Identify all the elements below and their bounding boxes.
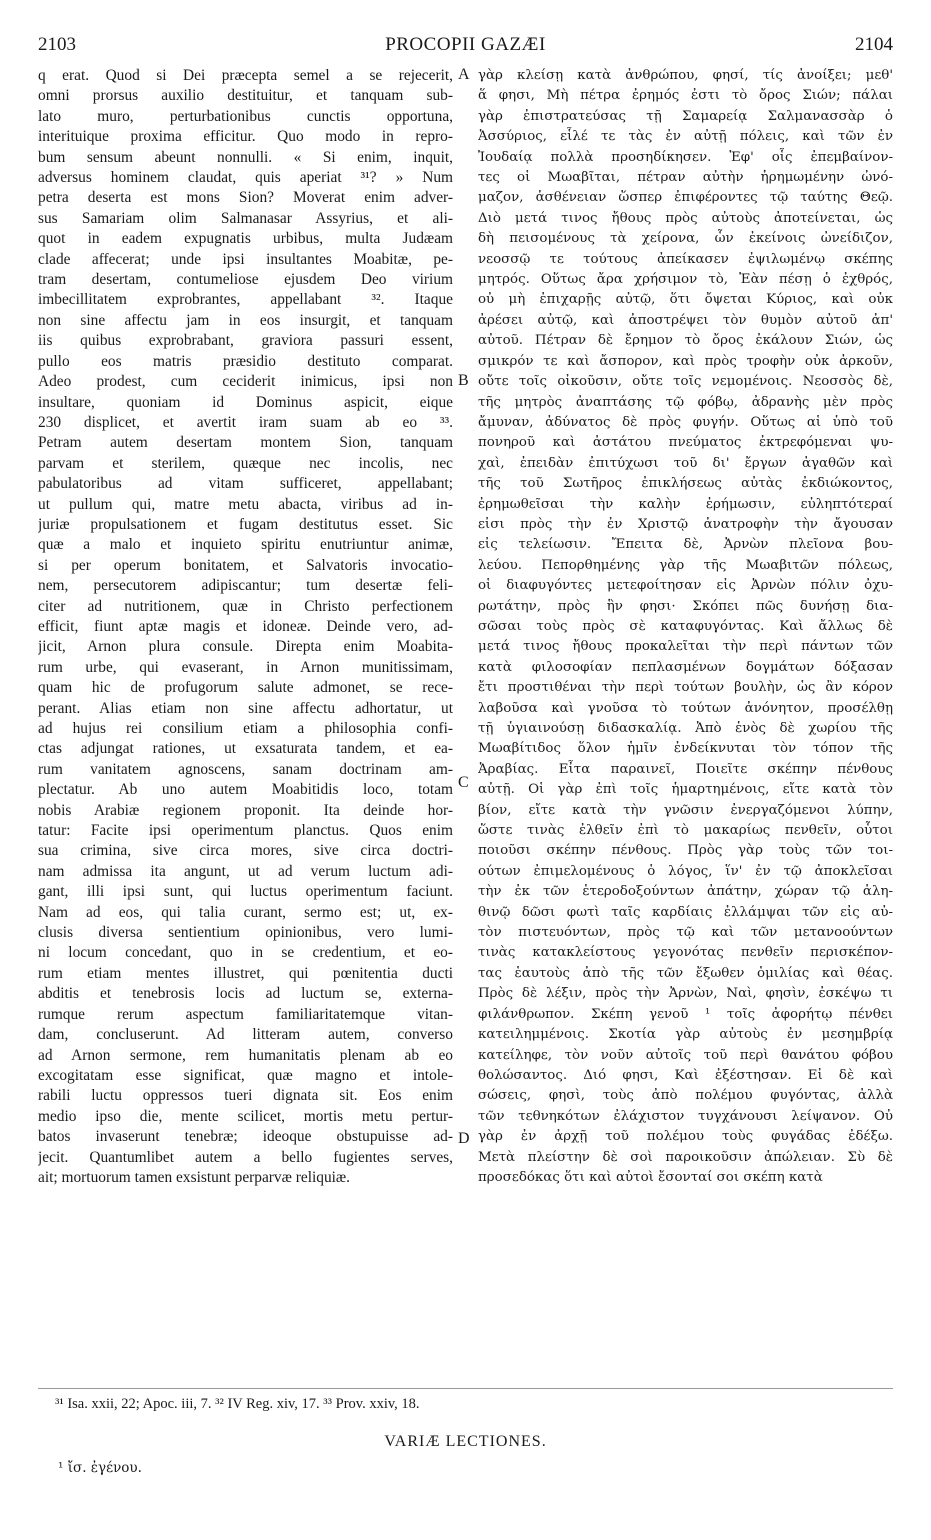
greek-text-line: Πρὸς δὲ λέξιν, πρὸς τὴν Ἀρνὼν, Ναὶ, φησὶν, ἐσκέψω τι [478, 986, 893, 1002]
latin-text-line: tram desertam, contumeliose ejusdem Deo virium [38, 271, 453, 289]
latin-text-line: ut pullum qui, matre metu abacta, viribus ad in- [38, 495, 453, 513]
greek-text-line: κατὰ φιλοσοφίαν πεπλασμένων δογμάτων δόξασαν [478, 659, 893, 675]
latin-text-line: adversus hominem claudat, quis aperiat ³¹? » Num [38, 169, 453, 187]
latin-text-line: rumque rerum aspectum familiaritatemque vitan- [38, 1005, 453, 1023]
greek-text-line: εἰς τελείωσιν. Ἔπειτα δὲ, Ἀρνὼν πλεῖονα βου- [478, 537, 893, 553]
left-page-number: 2103 [38, 34, 76, 55]
running-title: PROCOPII GAZÆI [385, 34, 546, 55]
latin-text-line: ni locum concedant, quo in se credentium, et eo- [38, 944, 453, 962]
latin-text-line: dam, concluserunt. Ad litteram autem, converso [38, 1026, 453, 1044]
greek-text-line: ἅ φησι, Μὴ πέτρα ἐρημός ἐστι τὸ ὄρος Σιών; πάλαι [478, 88, 893, 104]
greek-text-line: κατειλημμένοις. Σκοτία γὰρ αὐτοὺς ἐν μεσημβρίᾳ [478, 1027, 893, 1043]
latin-text-line: rum urbe, qui evaserant, in Arnon munitissimam, [38, 658, 453, 676]
latin-column [38, 66, 453, 1188]
greek-text-line: τες οἱ Μωαβῖται, πέτραν αὐτὴν ἠρημωμένην ὠνό- [478, 170, 893, 186]
greek-text-line: προσεδόκας ὅτι καὶ αὐτοὶ ἔσονταί σοι σκέπη κατὰ [478, 1169, 823, 1185]
greek-text-line: σμικρόν τε καὶ ἄσπορον, καὶ πρὸς τροφὴν οὐκ ἀρκοῦν, [478, 353, 893, 369]
greek-text-line: γὰρ ἐπιστρατεύσας τῇ Σαμαρείᾳ Σαλμανασσὰρ ὁ [478, 108, 893, 124]
greek-column [478, 66, 893, 1188]
greek-text-line: ἀρέσει αὐτῷ, καὶ ἀποστρέψει τὸν θυμὸν αὐτοῦ ἀπ' [478, 312, 893, 328]
latin-text-line: pabulatoribus ad vitam sufficeret, appellabant; [38, 475, 453, 493]
latin-text-line: iis quibus exprobrabant, graviora passuri essent, [38, 332, 453, 350]
latin-text-line: insultare, quoniam id Dominus aspicit, eique [38, 393, 453, 411]
latin-text-line: parvam et sterilem, quæque nec incolis, nec [38, 454, 453, 472]
latin-text-line: ctas adjungat rationes, ut exsaturata tandem, et ea- [38, 740, 453, 758]
greek-text-line: θινῷ δῶσι φωτὶ ταῖς καρδίαις ἐλλάμψαι τῶν εἰς αὐ- [478, 904, 893, 920]
latin-text-line: 230 displicet, et avertit iram suam ab eo ³³. [38, 413, 453, 431]
greek-text-line: τῆς τοῦ Σωτῆρος ἐπικλήσεως αὐτὰς ἐκδιώκοντος, [478, 476, 893, 492]
greek-text-line: γὰρ κλείσῃ κατὰ ἀνθρώπου, φησί, τίς ἀνοίξει; μεθ' [478, 68, 893, 83]
latin-text-line: jicit, Arnon plura consule. Direpta enim Moabita- [38, 638, 453, 656]
footnotes: ³¹ Isa. xxii, 22; Apoc. iii, 7. ³² IV Reg. xiv, 17. ³³ Prov. xxiv, 18. [55, 1396, 420, 1412]
latin-text-line: clusis diversa sentientium opinionibus, vero lumi- [38, 924, 453, 942]
latin-text-line: non sine affectu jam in eos insurgit, et tanquam [38, 311, 453, 329]
greek-text-line: οἱ διαφυγόντες μετεφοίτησαν εἰς Ἀρνὼν πόλιν ὀχυ- [478, 578, 893, 594]
latin-text-line: ad hujus rei consilium etiam a philosophia confi- [38, 720, 453, 737]
latin-text-line: clade affecerat; unde ipsi insultantes Moabitæ, pe- [38, 250, 453, 268]
greek-text-line: ὥστε τινὰς ἐλθεῖν ἐπὶ τὸ μακαρίως πενθεῖν, οὗτοι [478, 823, 893, 839]
page-header [38, 34, 893, 60]
greek-text-line: σώσεις, φησὶ, τοὺς ἀπὸ πολέμου φυγόντας, ἀλλὰ [478, 1088, 893, 1104]
greek-text-line: Μωαβίτιδος ὅλον ἡμῖν ἐνδείκνυται τὸν τόπον τῆς [478, 741, 893, 757]
greek-text-line: ἄμυναν, ἀδύνατος δὲ πρὸς φυγήν. Οὕτως αἱ ὑπὸ τοῦ [478, 414, 893, 430]
greek-text-line: ούτων ἐπιμελομένους ὁ λόγος, ἵν' ἐν τῷ ἀποκλεῖσαι [478, 863, 893, 879]
footnote-divider [38, 1388, 893, 1389]
greek-text-line: τὸν πιστευόντων, πρὸς τῷ καὶ τῶν μετανοούντων [478, 925, 893, 941]
latin-text-line: si per operum bonitatem, et Salvatoris invocatio- [38, 556, 453, 574]
latin-text-line: excogitatam esse significat, quæ magno et intole- [38, 1066, 453, 1084]
latin-text-line: sus Samariam olim Salmanasar Assyrius, et ali- [38, 209, 453, 227]
greek-text-line: οὔτε τοῖς οἰκοῦσιν, οὔτε τοῖς νεμομένοις. Νεοσσὸς δὲ, [478, 374, 893, 390]
latin-text-line: plectatur. Ab uno autem Moabitidis loco, totam [38, 781, 453, 799]
greek-text-line: λεύου. Πεπορθημένης γὰρ τῆς Μωαβιτῶν πόλεως, [478, 557, 893, 573]
variae-lectiones-heading: VARIÆ LECTIONES. [384, 1433, 547, 1450]
greek-text-line: ρωτάτην, πρὸς ἣν φησι· Σκόπει πῶς δυνήσῃ δια- [478, 598, 893, 614]
latin-text-line: citer ad nutritionem, quæ in Christo perfectionem [38, 597, 453, 615]
latin-text-line: jecit. Quantumlibet autem a bello fugientes serves, [38, 1148, 453, 1166]
latin-text-line: imbecillitatem exprobrantes, appellabant ³². Itaque [38, 291, 453, 309]
latin-text-line: abditis et tenebrosis locis ad luctum se, externa- [38, 985, 453, 1003]
latin-text-line: quam hic de profugorum salute admonet, se rece- [38, 679, 453, 697]
latin-text-line: bum sensum abeunt nonnulli. « Si enim, inquit, [38, 148, 453, 166]
greek-text-line: τὴν ἐκ τῶν ἑτεροδοξούντων ἀπάτην, χώραν τῷ ἀλη- [478, 884, 893, 900]
greek-text-line: τῶν τεθνηκότων ἐλάχιστον τυγχάνουσι λείψανον. Οὐ [478, 1108, 893, 1124]
greek-text-line: Ἀσσύριος, εἷλέ τε τὰς ἐν αὐτῇ πόλεις, καὶ τῶν ἐν [478, 129, 893, 145]
latin-text-line: ad Arnon sermone, rem humanitatis plenam ab eo [38, 1046, 453, 1064]
latin-text-line: rabili luctu oppressos tueri dignata sit. Eos enim [38, 1087, 453, 1105]
greek-text-line: μαζον, ἀσθένειαν ὥσπερ ἐπιφέροντες τῷ ταύτης Θεῷ. [478, 190, 893, 206]
greek-text-line: θολώσαντος. Διό φησι, Καὶ ἐξέστησαν. Εἰ δὲ καὶ [478, 1067, 893, 1083]
right-page-number: 2104 [855, 34, 893, 55]
greek-text-line: γὰρ ἐν ἀρχῇ τοῦ πολέμου τοὺς φυγάδας ἐδέξω. [478, 1129, 893, 1145]
greek-text-line: τῆς μητρὸς ἀναπτάσης τῷ φόβῳ, ἀδρανὴς μὲν πρὸς [478, 394, 893, 410]
latin-text-line: omni prorsus auxilio destituitur, et tanquam sub- [38, 87, 453, 105]
latin-text-line: rum vanitatem agnoscens, sanam doctrinam am- [38, 760, 453, 778]
latin-text-line: perant. Alias etiam non sine affectu adhortatur, ut [38, 699, 453, 717]
greek-text-line: μετά τινος ἤθους προκαλεῖται τὴν περὶ πάντων τῶν [478, 639, 893, 655]
margin-marker-a: A [458, 66, 470, 83]
greek-text-line: βίον, εἴτε κατὰ τὴν γνῶσιν ἐνεργαζόμενοι λύπην, [478, 802, 893, 818]
latin-text-line: gant, illi ipsi sunt, qui luctus operimentum faciunt. [38, 883, 453, 901]
latin-text-line: tatur: Facite ipsi operimentum planctus. Quos enim [38, 822, 453, 840]
greek-text-line: πονηροῦ καὶ ἀστάτου πνεύματος ἐκτρεφόμεναι ψυ- [478, 435, 893, 451]
greek-text-line: Διὸ μετά τινος ἤθους πρὸς αὐτοὺς ἀποτείνεται, ὡς [478, 210, 893, 226]
latin-text-line: nobis Arabiæ regionem proponit. Ita deinde hor- [38, 801, 453, 819]
margin-marker-d: D [458, 1130, 470, 1147]
greek-text-line: Ἰουδαίᾳ πολλὰ προσηδίκησεν. Ἐφ' οἷς ἐπεμβαίνον- [478, 149, 893, 165]
latin-text-line: rum etiam mentes illustret, qui pœnitentia ducti [38, 964, 453, 982]
greek-text-line: τας ἑαυτοὺς ἀπὸ τῆς τῶν ἔξωθεν ὁμιλίας καὶ θέας. [478, 965, 893, 981]
margin-marker-c: C [458, 774, 469, 791]
latin-text-line: interituique proxima efficitur. Quo modo in repro- [38, 128, 453, 146]
latin-text-line: q erat. Quod si Dei præcepta semel a se rejecerit, [38, 67, 453, 84]
greek-text-line: Μετὰ πλείστην δὲ σοὶ παροικοῦσιν ἀπώλειαν. Σὺ δὲ [478, 1149, 893, 1165]
greek-text-line: δὴ πεισομένους τὰ χείρονα, ὧν ἐκείνοις ὠνείδιζον, [478, 231, 893, 247]
latin-text-line: Petram autem desertam montem Sion, tanquam [38, 434, 453, 452]
latin-text-line: Nam ad eos, qui talia curant, sermo est; ut, ex- [38, 903, 453, 921]
latin-text-line: Adeo prodest, cum ceciderit inimicus, ipsi non [38, 373, 453, 391]
greek-text-line: ποιοῦσι σκέπην πένθους. Πρὸς γὰρ τοὺς τῶν τοι- [478, 843, 893, 859]
greek-text-line: αὐτῇ. Οἱ γὰρ ἐπὶ τοῖς ἡμαρτημένοις, εἴτε κατὰ τὸν [478, 782, 893, 798]
latin-text-line: pullo eos matris præsidio destituto comparat. [38, 352, 453, 370]
latin-text-line: quæ a malo et inquieto spiritu enutriuntur animæ, [38, 536, 453, 554]
greek-text-line: τινὰς κατακλείστους γεγονότας πενθεῖν περισκέπον- [478, 945, 893, 961]
greek-text-line: Ἀραβίας. Εἶτα παραινεῖ, Ποιεῖτε σκέπην πένθους [478, 761, 893, 777]
greek-text-line: οὐ μὴ ἐπιχαρῇς αὐτῷ, ὅτι ὄψεται Κύριος, καὶ οὐκ [478, 292, 893, 308]
latin-text-line: juriæ propulsationem et fugam destitutus esset. Sic [38, 515, 453, 533]
latin-text-line: efficit, fiunt aptæ magis et idoneæ. Deinde vero, ad- [38, 617, 453, 635]
latin-text-line: ait; mortuorum tamen exsistunt perparvæ reliquiæ. [38, 1168, 351, 1186]
greek-text-line: ἐρημωθεῖσαι τὴν καλὴν ἐρήμωσιν, εὐληπτότεραί [478, 496, 893, 512]
greek-text-line: λαβοῦσα καὶ γνοῦσα τὸ τούτων ἀνόνητον, προσέλθῃ [478, 700, 893, 716]
variant-reading-note: ¹ ἴσ. ἐγένου. [58, 1460, 142, 1476]
latin-text-line: quot in eadem expugnatis urbibus, multa Judæam [38, 230, 453, 248]
greek-text-line: ἔτι προστιθέναι τὴν περὶ τούτων βουλὴν, ὡς ἂν κόρον [478, 680, 893, 696]
greek-text-line: εἰσι πρὸς τὴν ἐν Χριστῷ ἀνατροφὴν τὴν ἄγουσαν [478, 516, 893, 532]
latin-text-line: lato muro, perturbationibus cunctis opportuna, [38, 107, 453, 125]
greek-text-line: σῶσαι τοὺς πρὸς σὲ καταφυγόντας. Καὶ ἄλλως δὲ [478, 618, 893, 634]
latin-text-line: petra deserta est mons Sion? Moverat enim adver- [38, 189, 453, 207]
latin-text-line: nem, persecutorem adipiscantur; tum desertæ feli- [38, 577, 453, 595]
greek-text-line: μητρός. Οὕτως ἄρα χρήσιμον τὸ, Ἐὰν πέσῃ ὁ ἐχθρός, [478, 272, 893, 288]
greek-text-line: χαὶ, ἐπειδὰν ἐπιτύχωσι τοῦ δι' ἔργων ἀγαθῶν καὶ [478, 455, 893, 471]
greek-text-line: αὐτοῦ. Πέτραν δὲ ἔρημον τὸ ὄρος ἐκάλουν Σιών, ὡς [478, 333, 893, 349]
latin-text-line: sua crimina, sive circa mores, sive circa doctri- [38, 842, 453, 860]
greek-text-line: νεοσσῷ τε τούτους ἀπείκασεν ἐψιλωμένῳ σκέπης [478, 251, 893, 267]
latin-text-line: nam admissa ita angunt, ut ad verum luctum adi- [38, 862, 453, 880]
greek-text-line: τῇ ὑγιαινούσῃ διδασκαλίᾳ. Ἀπὸ ἑνὸς δὲ χωρίου τῆς [478, 721, 893, 736]
latin-text-line: medio ipso die, mente scilicet, mortis metu pertur- [38, 1107, 453, 1125]
greek-text-line: φιλάνθρωπον. Σκέπη γενοῦ ¹ τοῖς ἀφορήτῳ πένθει [478, 1006, 893, 1022]
latin-text-line: batos invaserunt tenebræ; ideoque obstupuisse ad- [38, 1128, 453, 1146]
margin-marker-b: B [458, 372, 469, 389]
greek-text-line: κατείληφε, τὸν νοῦν αὐτοῖς τοῦ περὶ θανάτου φόβου [478, 1047, 893, 1063]
